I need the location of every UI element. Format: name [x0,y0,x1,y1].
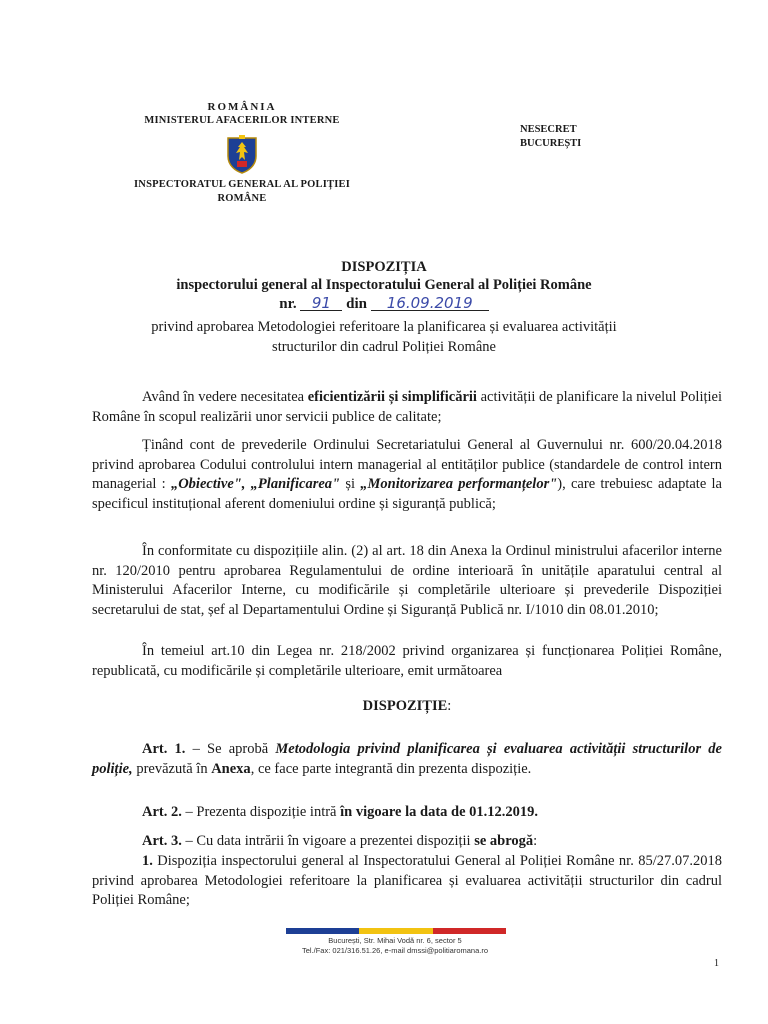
article-3-item-label: 1. [142,853,153,869]
article-3-item-1 [92,852,722,911]
footer-contact [250,936,540,956]
article-3-text-a: – Cu data intrării în vigoare a prezentei dispoziții [181,833,475,849]
p1-bold: eficientizării și simplificării [307,389,477,405]
article-1-text-c: prevăzută în [132,760,212,777]
article-1-text-a: – Se aprobă [185,741,276,757]
p1-text-a: Având în vedere necesitatea [142,389,308,405]
nr-value: 91 [300,296,342,311]
preamble-paragraph-2 [92,436,722,514]
dispozitie-heading [92,698,722,715]
article-3-label: Art. 3. [142,833,182,849]
document-subtitle: privind aprobarea Metodologiei referitoare la planificarea și evaluarea activității structurilor din cadrul Poliției Române [151,319,617,355]
article-3-bold: se abrogă [474,833,534,849]
city-label: BUCUREȘTI [520,138,582,149]
nr-label: nr. [279,296,297,312]
classification-block [520,123,620,151]
title-line2: inspectorului general al Inspectoratului General al Poliției Române [176,277,592,293]
title-line1: DISPOZIȚIA [341,259,427,275]
p2-bold-italic-a: „Obiective", „Planificarea" [170,476,341,492]
article-2-bold: în vigoare la data de 01.12.2019. [340,804,539,820]
din-label: din [346,296,367,312]
article-3 [92,832,722,852]
article-2-text-a: – Prezenta dispoziție intră [181,804,341,820]
tricolor-red [433,928,506,934]
preamble-paragraph-3: În conformitate cu dispozițiile alin. (2) al art. 18 din Anexa la Ordinul ministrului afacerilor interne nr. 120/2010 pentru aprobarea Regulamentului de ordine interioară în unitățile aparatului central al Ministerului Afacerilor Interne, cu modificările și completările ulterioare și prevederile Dispoziției secretarului de stat, șef al Departamentului Ordine și Siguranță Publică nr. I/1010 din 08.01.2010; [92,543,722,618]
article-2 [92,803,722,823]
footer-address: București, Str. Mihai Vodă nr. 6, sector 5 [328,936,462,945]
article-1-bold-italic: Metodologia privind planificarea și evaluarea activității structurilor de poliție, [92,741,722,777]
article-3-text-c: : [533,833,538,849]
classification-label: NESECRET [520,124,577,135]
p2-bold-italic-b: „Monitorizarea performanțelor" [360,476,558,492]
document-number-line [100,296,668,313]
letterhead [112,100,372,206]
article-1-annex: Anexa [211,760,251,777]
p2-text-a: Ținând cont de prevederile Ordinului Secretariatului General al Guvernului nr. 600/20.04.2018 privind aprobarea Codului controlului intern managerial al entităților publice (standardele de control intern managerial : [92,437,722,492]
inspectorate-name-line1: INSPECTORATUL GENERAL AL POLIȚIEI [134,179,350,190]
tricolor-blue [286,928,359,934]
inspectorate-name-line2: ROMÂNE [217,193,267,204]
date-value: 16.09.2019 [371,296,489,311]
tricolor-bar [286,928,506,934]
preamble-paragraph-1 [92,388,722,427]
tricolor-yellow [359,928,432,934]
p1-text-c: activității de planificare la nivelul Poliției Române în scopul realizării unor servicii publice de calitate; [92,389,722,425]
footer-phone-email: Tel./Fax: 021/316.51.26, e-mail dmssi@politiaromana.ro [301,946,489,955]
p2-text-e: ), care trebuiesc adaptate la specificul instituțional aferent domeniului ordine și siguranță publică; [92,476,722,512]
document-title [100,258,668,294]
preamble-paragraph-4: În temeiul art.10 din Legea nr. 218/2002 privind organizarea și funcționarea Poliției Române, republicată, cu modificările și completările ulterioare, emit următoarea [92,643,722,679]
article-1-label: Art. 1. [142,741,186,757]
ministry-name: MINISTERUL AFACERILOR INTERNE [144,115,340,126]
article-1 [92,740,722,779]
coat-of-arms-icon [224,134,260,174]
heading-text: DISPOZIȚIE [362,698,448,714]
country-name: ROMÂNIA [207,101,277,113]
article-3-item-text: Dispoziția inspectorului general al Inspectoratului General al Poliției Române nr. 85/27.07.2018 privind aprobarea Metodologiei referitoare la planificarea și evaluarea activității structurilor din cadrul Poliției Române; [92,853,722,908]
heading-suffix: : [447,698,452,714]
p2-text-c: și [340,476,361,492]
page-number: 1 [714,958,719,969]
article-2-label: Art. 2. [142,804,182,820]
article-1-text-e: , ce face parte integrantă din prezenta dispoziție. [250,760,532,777]
